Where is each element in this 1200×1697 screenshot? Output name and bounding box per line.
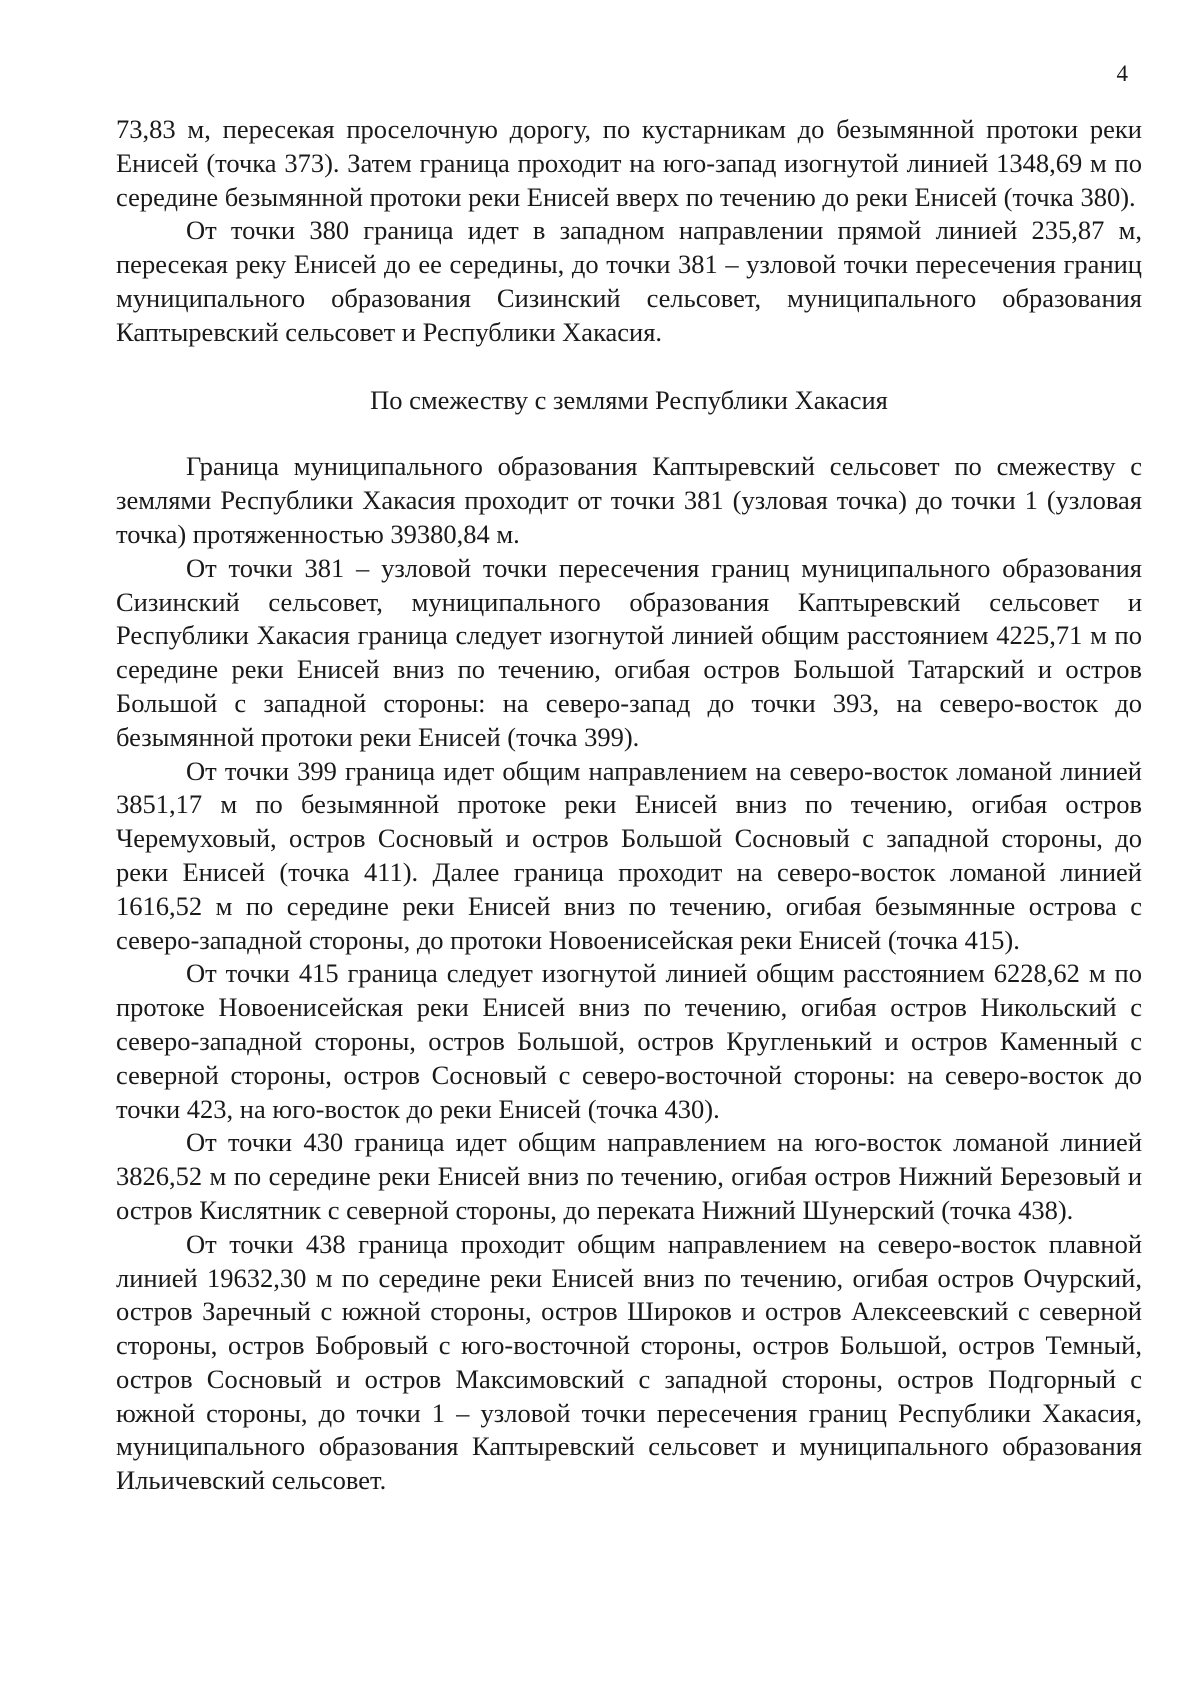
paragraph-point-415: От точки 415 граница следует изогнутой линией общим расстоянием 6228,62 м по протоке Новоенисейская реки Енисей вниз по течению, огибая остров Никольский с северо-западной стороны, остров Большой, остров Кругленький и остров Каменный с северной стороны, остров Сосновый с северо-восточной стороны: на северо-восток до точки 423, на юго-восток до реки Енисей (точка 430).	[116, 958, 1142, 1124]
paragraph-continuation: 73,83 м, пересекая проселочную дорогу, по кустарникам до безымянной протоки реки Енисей (точка 373). Затем граница проходит на юго-запад изогнутой линией 1348,69 м по середине безымянной протоки реки Енисей вверх по течению до реки Енисей (точка 380).	[116, 114, 1142, 212]
paragraph-point-438: От точки 438 граница проходит общим направлением на северо-восток плавной линией 19632,30 м по середине реки Енисей вниз по течению, огибая остров Очурский, остров Заречный с южной стороны, остров Широков и остров Алексеевский с северной стороны, остров Бобровый с юго-восточной стороны, остров Большой, остров Темный, остров Сосновый и остров Максимовский с западной стороны, остров Подгорный с южной стороны, до точки 1 – узловой точки пересечения границ Республики Хакасия, муниципального образования Каптыревский сельсовет и муниципального образования Ильичевский сельсовет.	[116, 1228, 1142, 1496]
paragraph-point-381: От точки 381 – узловой точки пересечения границ муниципального образования Сизинский сельсовет, муниципального образования Каптыревский сельсовет и Республики Хакасия граница следует изогнутой линией общим расстоянием 4225,71 м по середине реки Енисей вниз по течению, огибая остров Большой Татарский и остров Большой с западной стороны: на северо-запад до точки 393, на северо-восток до безымянной протоки реки Енисей (точка 399).	[116, 552, 1142, 752]
paragraph-point-430: От точки 430 граница идет общим направлением на юго-восток ломаной линией 3826,52 м по середине реки Енисей вниз по течению, огибая остров Нижний Березовый и остров Кислятник с северной стороны, до переката Нижний Шунерский (точка 438).	[116, 1127, 1142, 1225]
section-heading: По смежеству с землями Республики Хакасия	[370, 384, 888, 415]
page-number: 4	[1116, 61, 1128, 86]
document-body	[116, 113, 1142, 1498]
paragraph-point-380: От точки 380 граница идет в западном направлении прямой линией 235,87 м, пересекая реку Енисей до ее середины, до точки 381 – узловой точки пересечения границ муниципального образования Сизинский сельсовет, муниципального образования Каптыревский сельсовет и Республики Хакасия.	[116, 215, 1142, 347]
paragraph-boundary-summary: Граница муниципального образования Каптыревский сельсовет по смежеству с землями Республики Хакасия проходит от точки 381 (узловая точка) до точки 1 (узловая точка) протяженностью 39380,84 м.	[116, 451, 1142, 549]
paragraph-point-399: От точки 399 граница идет общим направлением на северо-восток ломаной линией 3851,17 м по безымянной протоке реки Енисей вниз по течению, огибая остров Черемуховый, остров Сосновый и остров Большой Сосновый с западной стороны, до реки Енисей (точка 411). Далее граница проходит на северо-восток ломаной линией 1616,52 м по середине реки Енисей вниз по течению, огибая безымянные острова с северо-западной стороны, до протоки Новоенисейская реки Енисей (точка 415).	[116, 755, 1142, 955]
